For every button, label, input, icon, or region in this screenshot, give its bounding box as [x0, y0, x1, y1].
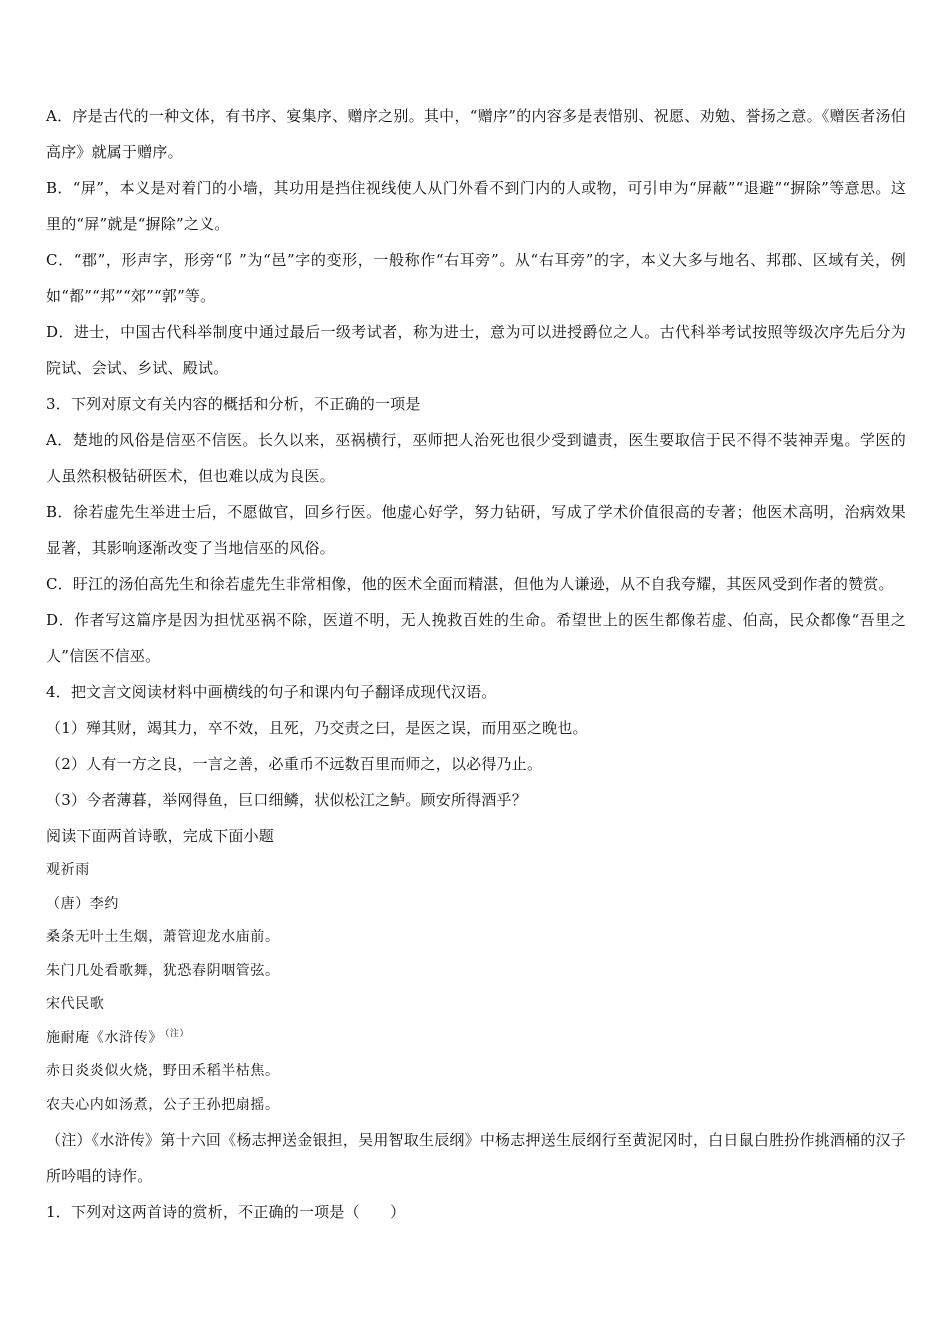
poem-note: （注）《水浒传》第十六回《杨志押送金银担，吴用智取生辰纲》中杨志押送生辰纲行至黄泥冈时，白日鼠白胜扮作挑酒桶的汉子所吟唱的诗作。	[46, 1131, 906, 1185]
poem1-author: （唐）李约	[46, 895, 119, 912]
poem1-title: 观祈雨	[46, 862, 90, 878]
poetry-intro: 阅读下面两首诗歌，完成下面小题	[46, 827, 275, 845]
q4-stem: 4．把文言文阅读材料中画横线的句子和课内句子翻译成现代汉语。	[46, 683, 497, 701]
document-page	[46, 98, 906, 1230]
poem2-author: 施耐庵《水浒传》	[46, 1029, 163, 1046]
poem2-line-1: 赤日炎炎似火烧，野田禾稻半枯焦。	[46, 1063, 280, 1079]
poetry-q1-stem: 1．下列对这两首诗的赏析，不正确的一项是（ ）	[46, 1203, 406, 1221]
q4-sentence-3: （3）今者薄暮，举网得鱼，巨口细鳞，状似松江之鲈。顾安所得酒乎？	[46, 791, 527, 809]
poem2-title: 宋代民歌	[46, 996, 105, 1012]
q3-option-c: C．盱江的汤伯高先生和徐若虚先生非常相像，他的医术全面而精湛，但他为人谦逊，从不自我夸耀，其医风受到作者的赞赏。	[46, 575, 894, 593]
q2-option-b: B．“屏”，本义是对着门的小墙，其功用是挡住视线使人从门外看不到门内的人或物，可引申为“屏蔽”“退避”“摒除”等意思。这里的“屏”就是“摒除”之义。	[46, 179, 906, 233]
poem1-line-1: 桑条无叶土生烟，萧管迎龙水庙前。	[46, 929, 280, 945]
q3-stem: 3．下列对原文有关内容的概括和分析，不正确的一项是	[46, 395, 421, 413]
q2-option-c: C．“郡”，形声字，形旁“阝”为“邑”字的变形，一般称作“右耳旁”。从“右耳旁”的字，本义大多与地名、邦郡、区域有关，例如“都”“邦”“郊”“郭”等。	[46, 251, 906, 305]
q3-option-b: B．徐若虚先生举进士后，不愿做官，回乡行医。他虚心好学，努力钻研，写成了学术价值很高的专著；他医术高明，治病效果显著，其影响逐渐改变了当地信巫的风俗。	[46, 503, 906, 557]
poem2-author-line	[46, 1022, 906, 1056]
q2-option-d: D．进士，中国古代科举制度中通过最后一级考试者，称为进士，意为可以进授爵位之人。古代科举考试按照等级次序先后分为院试、会试、乡试、殿试。	[46, 323, 906, 377]
q2-option-a: A．序是古代的一种文体，有书序、宴集序、赠序之别。其中，“赠序”的内容多是表惜别、祝愿、劝勉、誉扬之意。《赠医者汤伯高序》就属于赠序。	[46, 107, 906, 161]
q4-sentence-2: （2）人有一方之良，一言之善，必重币不远数百里而师之，以必得乃止。	[46, 755, 543, 773]
poem2-line-2: 农夫心内如汤煮，公子王孙把扇摇。	[46, 1096, 280, 1113]
poem1-line-2: 朱门几处看歌舞，犹恐春阴咽管弦。	[46, 962, 280, 979]
note-marker: （注）	[164, 1028, 190, 1039]
q3-option-a: A．楚地的风俗是信巫不信医。长久以来，巫祸横行，巫师把人治死也很少受到谴责，医生要取信于民不得不装神弄鬼。学医的人虽然积极钻研医术，但也难以成为良医。	[46, 431, 906, 485]
q4-sentence-1: （1）殚其财，竭其力，卒不效，且死，乃交责之曰，是医之误，而用巫之晚也。	[46, 719, 588, 737]
q3-option-d: D．作者写这篇序是因为担忧巫祸不除，医道不明，无人挽救百姓的生命。希望世上的医生都像若虚、伯高，民众都像“吾里之人”信医不信巫。	[46, 611, 906, 665]
